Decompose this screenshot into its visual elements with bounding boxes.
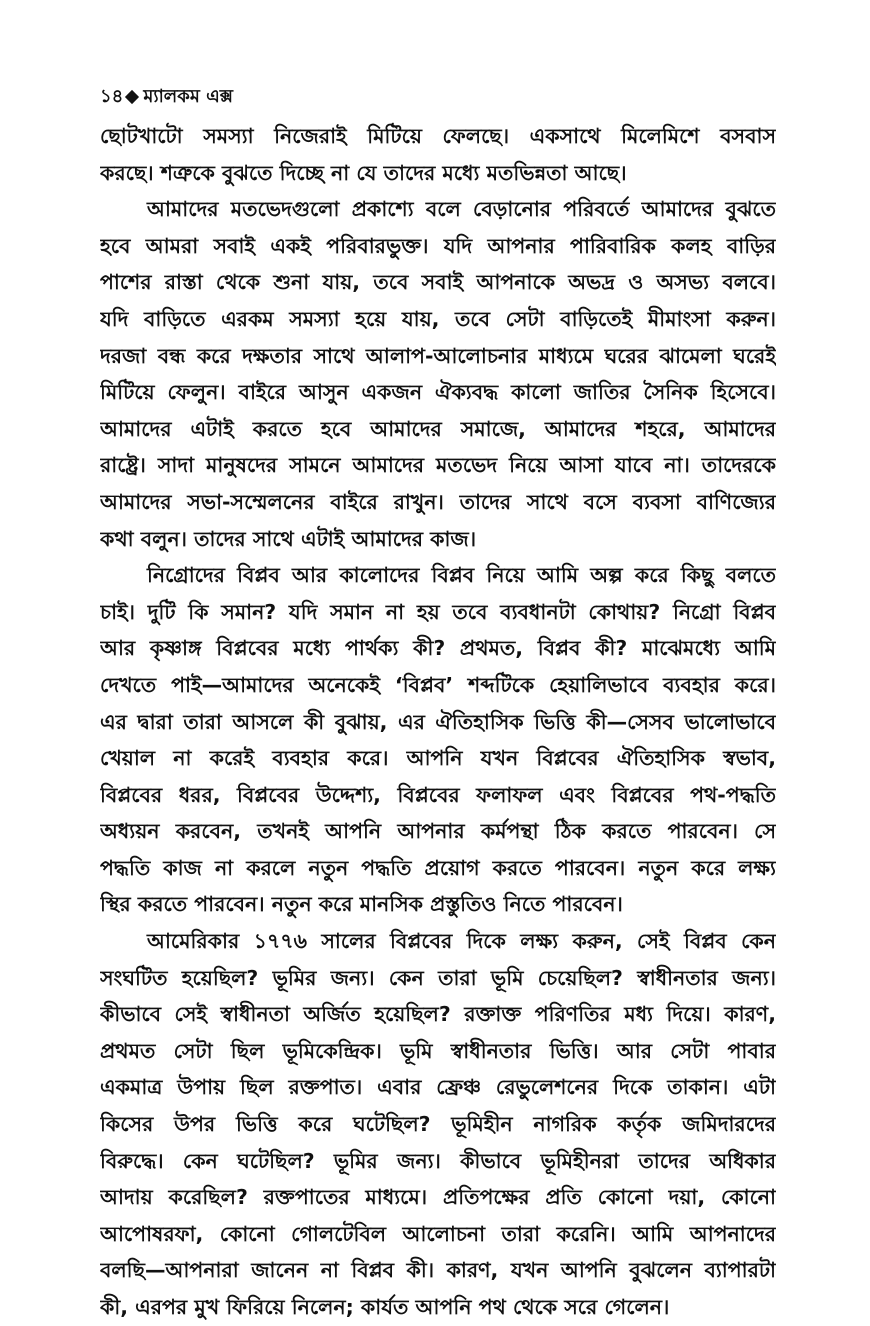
text-line: এর দ্বারা তারা আসলে কী বুঝায়, এর ঐতিহাসিক ভিত্তি কী—সেসব ভালোভাবে — [100, 709, 776, 734]
text-line: কীভাবে সেই স্বাধীনতা অর্জিত হয়েছিল? রক্তাক্ত পরিণতির মধ্য দিয়ে। কারণ, — [100, 1002, 776, 1027]
text-line: কথা বলুন। তাদের সাথে এটাই আমাদের কাজ। — [100, 526, 477, 551]
paragraph-first-line: আমেরিকার ১৭৭৬ সালের বিপ্লবের দিকে লক্ষ্য করুন, সেই বিপ্লব কেন — [147, 929, 776, 954]
page-number: ১৪ — [100, 86, 124, 107]
text-line: যদি বাড়িতে এরকম সমস্যা হয়ে যায়, তবে সেটা বাড়িতেই মীমাংসা করুন। — [100, 306, 776, 331]
text-line: হবে আমরা সবাই একই পরিবারভুক্ত। যদি আপনার পারিবারিক কলহ বাড়ির — [100, 233, 776, 258]
text-line: একমাত্র উপায় ছিল রক্তপাত। এবার ফ্রেঞ্চ রেভুলেশনের দিকে তাকান। এটা — [100, 1075, 776, 1100]
text-line: ছোটখাটো সমস্যা নিজেরাই মিটিয়ে ফেলছে। একসাথে মিলেমিশে বসবাস — [100, 124, 776, 148]
text-line: পদ্ধতি কাজ না করলে নতুন পদ্ধতি প্রয়োগ করতে পারবেন। নতুন করে লক্ষ্য — [100, 855, 776, 880]
paragraph-first-line: আমাদের মতভেদগুলো প্রকাশ্যে বলে বেড়ানোর পরিবর্তে আমাদের বুঝতে — [147, 197, 776, 222]
text-line: করছে। শত্রুকে বুঝতে দিচ্ছে না যে তাদের মধ্যে মতভিন্নতা আছে। — [100, 160, 627, 185]
text-line: দেখতে পাই—আমাদের অনেকেই ‘বিপ্লব’ শব্দটিকে হেয়ালিভাবে ব্যবহার করে। — [100, 672, 776, 697]
text-line: খেয়াল না করেই ব্যবহার করে। আপনি যখন বিপ্লবের ঐতিহাসিক স্বভাব, — [100, 746, 776, 771]
text-line: স্থির করতে পারবেন। নতুন করে মানসিক প্রস্তুতিও নিতে পারবেন। — [100, 892, 623, 917]
text-line: বিরুদ্ধে। কেন ঘটেছিল? ভূমির জন্য। কীভাবে ভূমিহীনরা তাদের অধিকার — [100, 1148, 776, 1173]
text-line: আদায় করেছিল? রক্তপাতের মাধ্যমে। প্রতিপক্ষের প্রতি কোনো দয়া, কোনো — [100, 1185, 776, 1210]
text-line: মিটিয়ে ফেলুন। বাইরে আসুন একজন ঐক্যবদ্ধ কালো জাতির সৈনিক হিসেবে। — [100, 380, 776, 405]
text-line: অধ্যয়ন করবেন, তখনই আপনি আপনার কর্মপন্থা ঠিক করতে পারবেন। সে — [100, 819, 776, 844]
book-title: ম্যালকম এক্স — [143, 86, 233, 107]
text-line: দরজা বন্ধ করে দক্ষতার সাথে আলাপ-আলোচনার মাধ্যমে ঘরের ঝামেলা ঘরেই — [100, 343, 776, 368]
text-line: পাশের রাস্তা থেকে শুনা যায়, তবে সবাই আপনাকে অভদ্র ও অসভ্য বলবে। — [100, 270, 776, 295]
text-line: আমাদের এটাই করতে হবে আমাদের সমাজে, আমাদের শহরে, আমাদের — [100, 416, 776, 441]
text-line: চাই। দুটি কি সমান? যদি সমান না হয় তবে ব্যবধানটা কোথায়? নিগ্রো বিপ্লব — [100, 599, 776, 624]
text-line: প্রথমত সেটা ছিল ভূমিকেন্দ্রিক। ভূমি স্বাধীনতার ভিত্তি। আর সেটা পাবার — [100, 1038, 776, 1063]
text-line: কী, এরপর মুখ ফিরিয়ে নিলেন; কার্যত আপনি পথ থেকে সরে গেলেন। — [100, 1295, 670, 1319]
body-text — [100, 118, 776, 1326]
text-line: রাষ্ট্রে। সাদা মানুষদের সামনে আমাদের মতভেদ নিয়ে আসা যাবে না। তাদেরকে — [100, 453, 776, 478]
text-line: আমাদের সভা-সম্মেলনের বাইরে রাখুন। তাদের সাথে বসে ব্যবসা বাণিজ্যের — [100, 489, 776, 514]
text-line: আপোষরফা, কোনো গোলটেবিল আলোচনা তারা করেনি। আমি আপনাদের — [100, 1221, 776, 1246]
diamond-ornament-icon — [125, 89, 139, 103]
text-line: আর কৃষ্ণাঙ্গ বিপ্লবের মধ্যে পার্থক্য কী? প্রথমত, বিপ্লব কী? মাঝেমধ্যে আমি — [100, 636, 776, 661]
text-line: বলছি—আপনারা জানেন না বিপ্লব কী। কারণ, যখন আপনি বুঝলেন ব্যাপারটা — [100, 1258, 776, 1283]
text-line: সংঘটিত হয়েছিল? ভূমির জন্য। কেন তারা ভূমি চেয়েছিল? স্বাধীনতার জন্য। — [100, 965, 776, 990]
running-head — [100, 82, 233, 113]
text-line: বিপ্লবের ধরর, বিপ্লবের উদ্দেশ্য, বিপ্লবের ফলাফল এবং বিপ্লবের পথ-পদ্ধতি — [100, 782, 776, 807]
text-line: কিসের উপর ভিত্তি করে ঘটেছিল? ভূমিহীন নাগরিক কর্তৃক জমিদারদের — [100, 1112, 776, 1137]
paragraph-first-line: নিগ্রোদের বিপ্লব আর কালোদের বিপ্লব নিয়ে আমি অল্প করে কিছু বলতে — [147, 563, 776, 588]
